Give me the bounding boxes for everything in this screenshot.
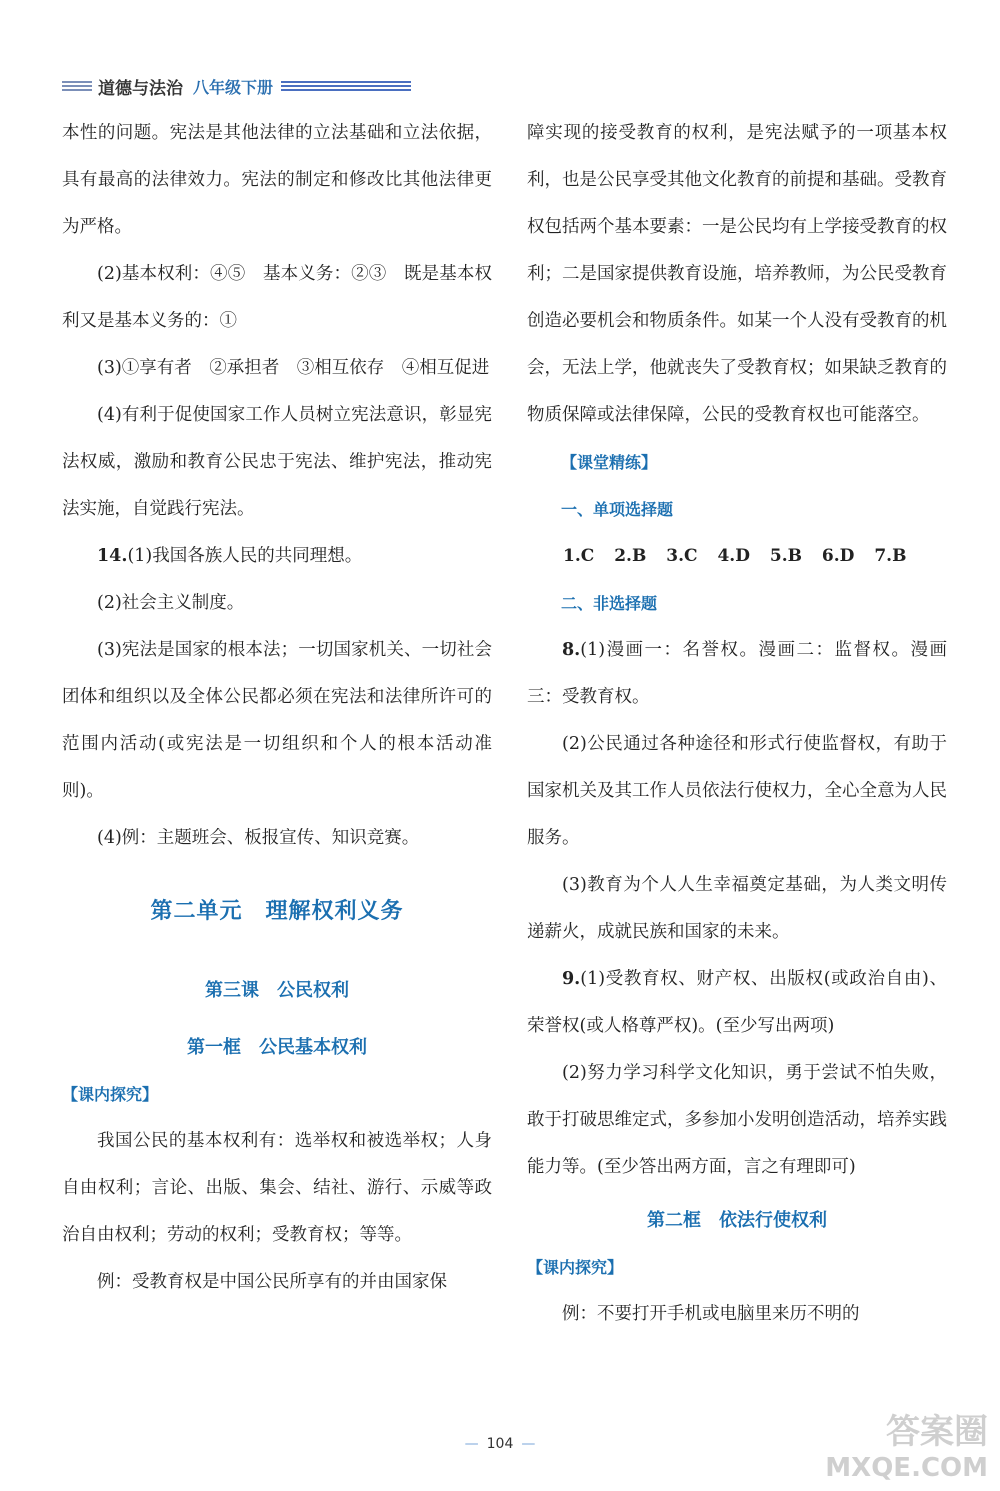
left-column <box>62 110 492 1306</box>
right-column <box>527 110 947 1338</box>
question-number: 8. <box>562 640 581 660</box>
paragraph: 我国公民的基本权利有：选举权和被选举权；人身自由权利；言论、出版、集会、结社、游行、示威等政治自由权利；劳动的权利；受教育权；等等。 <box>62 1131 492 1245</box>
header-subject: 道德与法治 <box>98 78 183 99</box>
paragraph: (2)努力学习科学文化知识，勇于尝试不怕失败，敢于打破思维定式，多参加小发明创造活动，培养实践能力等。(至少答出两方面，言之有理即可) <box>527 1063 947 1177</box>
question-14 <box>62 533 492 580</box>
section-heading: 二、非选择题 <box>561 594 658 613</box>
section-tag: 【课内探究】 <box>62 1085 159 1104</box>
running-header <box>62 72 411 100</box>
watermark <box>825 1404 988 1483</box>
header-grade: 八年级下册 <box>193 77 274 97</box>
section-heading: 一、单项选择题 <box>561 500 674 519</box>
header-decor-left <box>62 81 92 91</box>
page-number-decor: — <box>521 1436 536 1452</box>
section-tag: 【课内探究】 <box>527 1258 624 1277</box>
paragraph: 例：不要打开手机或电脑里来历不明的 <box>562 1304 860 1324</box>
paragraph: (2)基本权利：④⑤ 基本义务：②③ 既是基本权利又是基本义务的：① <box>62 264 492 331</box>
watermark-name: 答案圈 <box>886 1412 988 1452</box>
paragraph: 本性的问题。宪法是其他法律的立法基础和立法依据，具有最高的法律效力。宪法的制定和修改比其他法律更为严格。 <box>62 123 492 237</box>
unit-title: 第二单元 理解权利义务 <box>150 899 404 924</box>
paragraph: (3)教育为个人人生幸福奠定基础，为人类文明传递薪火，成就民族和国家的未来。 <box>527 875 947 942</box>
paragraph: (4)有利于促使国家工作人员树立宪法意识，彰显宪法权威，激励和教育公民忠于宪法、维护宪法，推动宪法实施，自觉践行宪法。 <box>62 405 492 519</box>
section-tag: 【课堂精练】 <box>561 453 658 472</box>
paragraph: (2)社会主义制度。 <box>97 593 245 613</box>
page-number-decor: — <box>464 1436 479 1452</box>
lesson-title: 第三课 公民权利 <box>205 980 349 1001</box>
paragraph: (2)公民通过各种途径和形式行使监督权，有助于国家机关及其工作人员依法行使权力，全心全意为人民服务。 <box>527 734 947 848</box>
answer-item: 1.C <box>563 546 595 566</box>
question-8 <box>527 627 947 721</box>
header-decor-right <box>281 81 411 91</box>
answer-item: 7.B <box>874 546 907 566</box>
question-9 <box>527 956 947 1050</box>
answer-item: 5.B <box>769 546 802 566</box>
page-number-value: 104 <box>486 1436 514 1452</box>
paragraph: (4)例：主题班会、板报宣传、知识竞赛。 <box>97 828 420 848</box>
answer-item: 3.C <box>666 546 698 566</box>
answer-text: (1)漫画一：名誉权。漫画二：监督权。漫画三：受教育权。 <box>527 640 947 707</box>
frame-title: 第一框 公民基本权利 <box>187 1037 367 1058</box>
answer-text: (1)受教育权、财产权、出版权(或政治自由)、荣誉权(或人格尊严权)。(至少写出两项) <box>527 969 947 1036</box>
answer-list <box>527 533 947 580</box>
answer-item: 4.D <box>717 546 750 566</box>
answer-text: (1)我国各族人民的共同理想。 <box>127 546 363 566</box>
answer-item: 2.B <box>614 546 647 566</box>
watermark-url: MXQE.COM <box>825 1453 988 1483</box>
answer-item: 6.D <box>821 546 855 566</box>
paragraph: 例：受教育权是中国公民所享有的并由国家保 <box>97 1272 447 1292</box>
paragraph: (3)①享有者 ②承担者 ③相互依存 ④相互促进 <box>97 358 490 378</box>
question-number: 14. <box>97 546 128 566</box>
frame-title: 第二框 依法行使权利 <box>647 1210 827 1231</box>
paragraph: (3)宪法是国家的根本法；一切国家机关、一切社会团体和组织以及全体公民都必须在宪法和法律所许可的范围内活动(或宪法是一切组织和个人的根本活动准则)。 <box>62 640 492 801</box>
paragraph: 障实现的接受教育的权利，是宪法赋予的一项基本权利，也是公民享受其他文化教育的前提和基础。受教育权包括两个基本要素：一是公民均有上学接受教育的权利；二是国家提供教育设施，培养教师，为公民受教育创造必要机会和物质条件。如某一个人没有受教育的机会，无法上学，他就丧失了受教育权；如果缺乏教育的物质保障或法律保障，公民的受教育权也可能落空。 <box>527 123 947 425</box>
question-number: 9. <box>562 969 581 989</box>
